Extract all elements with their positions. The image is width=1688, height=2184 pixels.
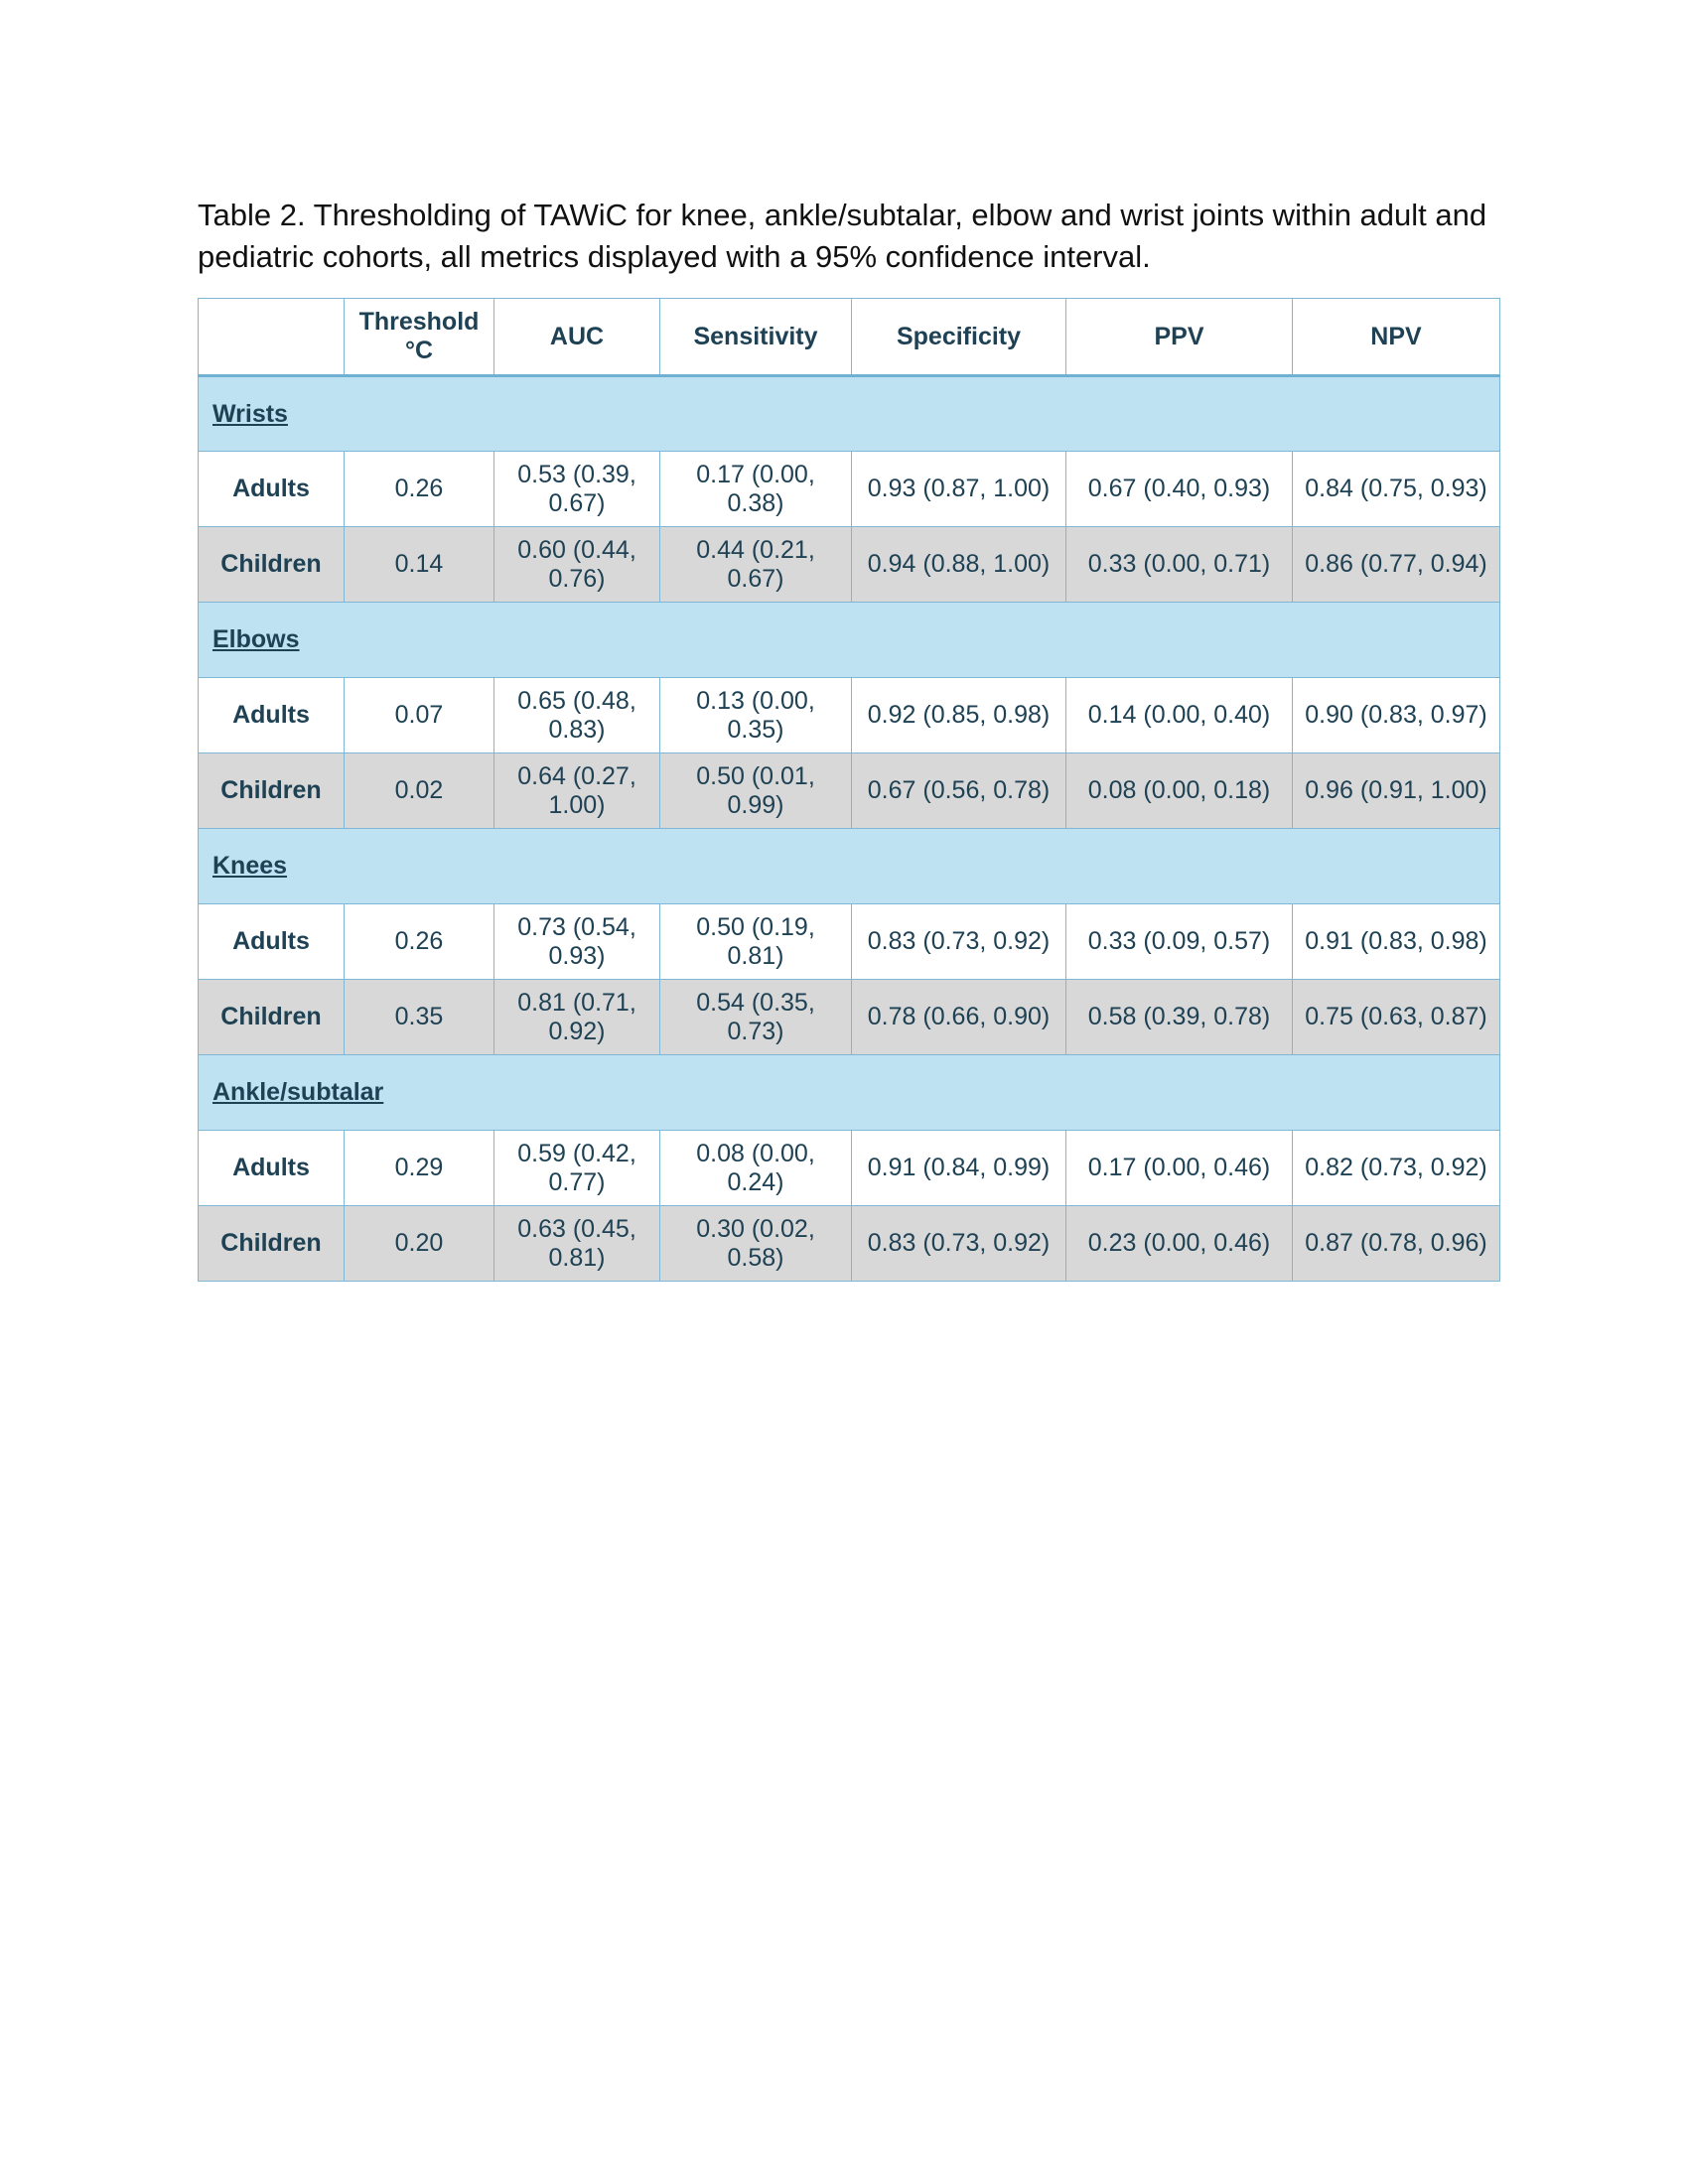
- table-row: [199, 980, 1500, 1055]
- table-row: [199, 527, 1500, 603]
- header-auc: AUC: [494, 299, 660, 376]
- ppv-cell: 0.14 (0.00, 0.40): [1066, 678, 1293, 753]
- npv-cell: 0.84 (0.75, 0.93): [1293, 452, 1500, 527]
- sensitivity-cell: 0.50 (0.19, 0.81): [660, 904, 852, 980]
- threshold-cell: 0.26: [345, 904, 494, 980]
- sensitivity-cell: 0.44 (0.21, 0.67): [660, 527, 852, 603]
- specificity-cell: 0.92 (0.85, 0.98): [852, 678, 1066, 753]
- threshold-cell: 0.29: [345, 1131, 494, 1206]
- group-row-knees: [199, 829, 1500, 904]
- ppv-cell: 0.67 (0.40, 0.93): [1066, 452, 1293, 527]
- header-cell-blank: [199, 299, 345, 376]
- npv-cell: 0.96 (0.91, 1.00): [1293, 753, 1500, 829]
- ppv-cell: 0.58 (0.39, 0.78): [1066, 980, 1293, 1055]
- npv-cell: 0.82 (0.73, 0.92): [1293, 1131, 1500, 1206]
- auc-cell: 0.65 (0.48, 0.83): [494, 678, 660, 753]
- group-row-elbows: [199, 603, 1500, 678]
- sensitivity-cell: 0.30 (0.02, 0.58): [660, 1206, 852, 1282]
- table-row: [199, 678, 1500, 753]
- sensitivity-cell: 0.17 (0.00, 0.38): [660, 452, 852, 527]
- header-row: [199, 299, 1500, 376]
- auc-cell: 0.53 (0.39, 0.67): [494, 452, 660, 527]
- ppv-cell: 0.17 (0.00, 0.46): [1066, 1131, 1293, 1206]
- header-threshold: Threshold °C: [345, 299, 494, 376]
- ppv-cell: 0.08 (0.00, 0.18): [1066, 753, 1293, 829]
- header-npv: NPV: [1293, 299, 1500, 376]
- table-row: [199, 1131, 1500, 1206]
- group-row-ankle-subtalar: [199, 1055, 1500, 1131]
- auc-cell: 0.64 (0.27, 1.00): [494, 753, 660, 829]
- specificity-cell: 0.94 (0.88, 1.00): [852, 527, 1066, 603]
- table-row: [199, 452, 1500, 527]
- header-sensitivity: Sensitivity: [660, 299, 852, 376]
- results-table: [198, 298, 1500, 1282]
- npv-cell: 0.90 (0.83, 0.97): [1293, 678, 1500, 753]
- group-label: Elbows: [199, 603, 1500, 678]
- sensitivity-cell: 0.08 (0.00, 0.24): [660, 1131, 852, 1206]
- table-row: [199, 904, 1500, 980]
- table-caption: Table 2. Thresholding of TAWiC for knee, ankle/subtalar, elbow and wrist joints within adult and pediatric cohorts, all metrics displayed with a 95% confidence interval.: [198, 198, 1487, 274]
- ppv-cell: 0.23 (0.00, 0.46): [1066, 1206, 1293, 1282]
- ppv-cell: 0.33 (0.00, 0.71): [1066, 527, 1293, 603]
- threshold-cell: 0.14: [345, 527, 494, 603]
- threshold-cell: 0.07: [345, 678, 494, 753]
- header-ppv: PPV: [1066, 299, 1293, 376]
- row-label: Adults: [199, 1131, 345, 1206]
- auc-cell: 0.63 (0.45, 0.81): [494, 1206, 660, 1282]
- threshold-cell: 0.20: [345, 1206, 494, 1282]
- specificity-cell: 0.83 (0.73, 0.92): [852, 1206, 1066, 1282]
- specificity-cell: 0.91 (0.84, 0.99): [852, 1131, 1066, 1206]
- threshold-cell: 0.02: [345, 753, 494, 829]
- table-row: [199, 753, 1500, 829]
- auc-cell: 0.73 (0.54, 0.93): [494, 904, 660, 980]
- auc-cell: 0.60 (0.44, 0.76): [494, 527, 660, 603]
- ppv-cell: 0.33 (0.09, 0.57): [1066, 904, 1293, 980]
- npv-cell: 0.91 (0.83, 0.98): [1293, 904, 1500, 980]
- specificity-cell: 0.93 (0.87, 1.00): [852, 452, 1066, 527]
- group-label: Knees: [199, 829, 1500, 904]
- auc-cell: 0.59 (0.42, 0.77): [494, 1131, 660, 1206]
- npv-cell: 0.86 (0.77, 0.94): [1293, 527, 1500, 603]
- auc-cell: 0.81 (0.71, 0.92): [494, 980, 660, 1055]
- sensitivity-cell: 0.13 (0.00, 0.35): [660, 678, 852, 753]
- table-row: [199, 1206, 1500, 1282]
- specificity-cell: 0.78 (0.66, 0.90): [852, 980, 1066, 1055]
- row-label: Adults: [199, 452, 345, 527]
- specificity-cell: 0.83 (0.73, 0.92): [852, 904, 1066, 980]
- sensitivity-cell: 0.54 (0.35, 0.73): [660, 980, 852, 1055]
- threshold-cell: 0.35: [345, 980, 494, 1055]
- row-label: Children: [199, 1206, 345, 1282]
- npv-cell: 0.87 (0.78, 0.96): [1293, 1206, 1500, 1282]
- row-label: Children: [199, 753, 345, 829]
- specificity-cell: 0.67 (0.56, 0.78): [852, 753, 1066, 829]
- row-label: Adults: [199, 678, 345, 753]
- header-specificity: Specificity: [852, 299, 1066, 376]
- row-label: Adults: [199, 904, 345, 980]
- row-label: Children: [199, 527, 345, 603]
- threshold-cell: 0.26: [345, 452, 494, 527]
- row-label: Children: [199, 980, 345, 1055]
- group-label: Ankle/subtalar: [199, 1055, 1500, 1131]
- group-label: Wrists: [199, 376, 1500, 452]
- sensitivity-cell: 0.50 (0.01, 0.99): [660, 753, 852, 829]
- npv-cell: 0.75 (0.63, 0.87): [1293, 980, 1500, 1055]
- group-row-wrists: [199, 376, 1500, 452]
